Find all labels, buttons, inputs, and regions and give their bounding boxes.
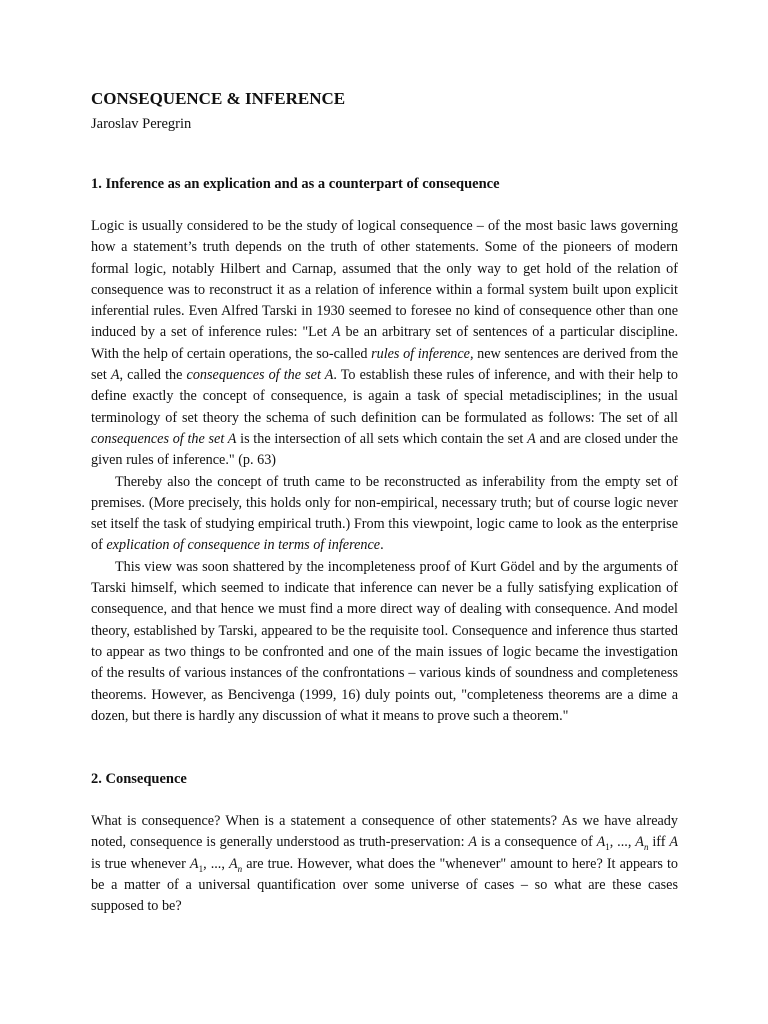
section-1-paragraph-2: Thereby also the concept of truth came to be reconstructed as inferability from the empty set of premises. (More precisely, this holds only for non-empirical, necessary truth; but of course logic never set itself the task of studying empirical truth.) From this viewpoint, logic came to look as the enterprise of explication of consequence in terms of inference. (91, 473, 678, 554)
section-1-paragraph-1: Logic is usually considered to be the study of logical consequence – of the most basic laws governing how a statement’s truth depends on the truth of other statements. Some of the pioneers of modern formal logic, notably Hilbert and Carnap, assumed that the only way to get hold of the relation of consequence was to reconstruct it as a relation of inference within a formal system built upon explicit inferential rules. Even Alfred Tarski in 1930 seemed to foresee no kind of consequence other than one induced by a set of inference rules: "Let A be an arbitrary set of sentences of a particular discipline. With the help of certain operations, the so-called rules of inference, new sentences are derived from the set A, called the consequences of the set A. To establish these rules of inference, and with their help to define exactly the concept of consequence, is again a task of special metadisciplines; in the usual terminology of set theory the schema of such definition can be formulated as follows: The set of all consequences of the set A is the intersection of all sets which contain the set A and are closed under the given rules of inference." (p. 63) (91, 218, 678, 469)
section-2-paragraph-1: What is consequence? When is a statement a consequence of other statements? As we have already noted, consequence is generally understood as truth-preservation: A is a consequence of $A_1$, ..., $A_n$ iff A is true whenever $A_1$, ..., $A_n$ are true. However, what does the "whenever" amount to here? It appears to be a matter of a universal quantification over some universe of cases – so what are these cases supposed to be? (91, 813, 679, 915)
document-author: Jaroslav Peregrin (91, 116, 192, 132)
section-2-heading: 2. Consequence (91, 771, 187, 788)
section-1-paragraph-3: This view was soon shattered by the incompleteness proof of Kurt Gödel and by the arguments of Tarski himself, which seemed to indicate that inference can never be a fully satisfying explication of consequence, and that hence we must find a more direct way of dealing with consequence. And model theory, established by Tarski, appeared to be the requisite tool. Consequence and inference thus started to appear as two things to be confronted and one of the main issues of logic became the investigation of the results of various instances of the confrontations – various kinds of soundness and completeness theorems. However, as Bencivenga (1999, 16) duly points out, "completeness theorems are a dime a dozen, but there is hardly any discussion of what it means to prove such a theorem." (91, 558, 678, 724)
document-title: CONSEQUENCE & INFERENCE (91, 89, 346, 108)
section-1-heading: 1. Inference as an explication and as a counterpart of consequence (91, 176, 500, 192)
document-page (91, 88, 678, 918)
